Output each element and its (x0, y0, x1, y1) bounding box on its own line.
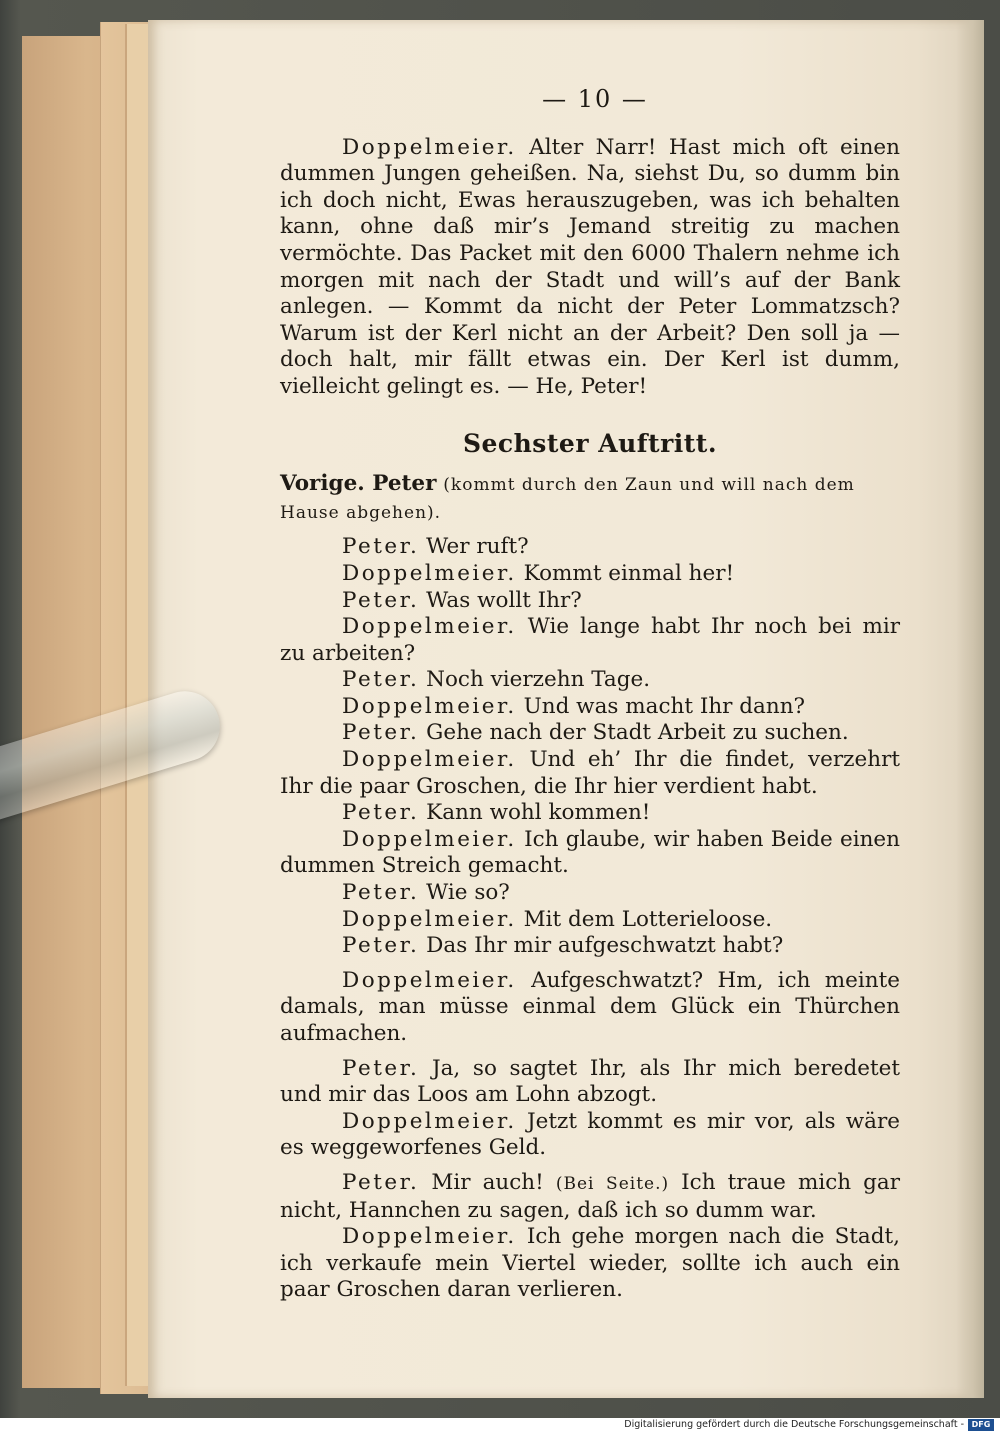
stage-direction-aside: (Bei Seite.) (555, 1173, 670, 1194)
speaker-name: Peter. (342, 1169, 420, 1195)
dialogue-line (280, 534, 900, 561)
speaker-name: Peter. (342, 1055, 420, 1081)
speech-text: Alter Narr! Hast mich oft einen dummen Jungen geheißen. Na, siehst Du, so dumm bin ich doch nicht, Ewas herauszugeben, was ich behalten kann, ohne daß mir’s Jemand streitig zu machen vermöchte. Das Packet mit den 6000 Thalern nehme ich morgen mit nach der Stadt und will’s auf der Bank anlegen. — Kommt da nicht der Peter Lommatzsch? Warum ist der Kerl nicht an der Arbeit? Den soll ja — doch halt, mir fällt etwas ein. Der Kerl ist dumm, vielleicht gelingt es. — He, Peter! (280, 134, 900, 399)
speech-text: Jetzt kommt es mir vor, als wäre es weggeworfenes Geld. (280, 1108, 900, 1161)
speaker-name: Peter. (342, 933, 420, 959)
dialogue-line-peter-aside (280, 1170, 900, 1224)
speech-text: Mir auch! (419, 1169, 556, 1195)
dialogue-line (280, 747, 900, 800)
speech-text: Wer ruft? (419, 534, 529, 560)
speaker-name: Doppelmeier. (342, 560, 517, 586)
speaker-name: Doppelmeier. (342, 134, 517, 160)
dialogue-line (280, 1056, 900, 1109)
speech-text: Mit dem Lotterieloose. (516, 906, 773, 932)
speech-text: Kann wohl kommen! (419, 800, 651, 826)
speaker-name: Doppelmeier. (342, 967, 517, 993)
speaker-name: Doppelmeier. (342, 1108, 517, 1134)
speaker-name: Peter. (342, 534, 420, 560)
speaker-name: Peter. (342, 587, 420, 613)
dialogue-line (280, 561, 900, 588)
speech-text: Ich glaube, wir haben Beide einen dummen Streich gemacht. (280, 826, 900, 879)
dialogue-line (280, 588, 900, 615)
dialogue-line (280, 827, 900, 880)
speech-text: Aufgeschwatzt? Hm, ich meinte damals, man müsse einmal dem Glück ein Thürchen aufmachen. (280, 967, 900, 1046)
dialogue-line (280, 933, 900, 960)
page-number: — 10 — (542, 85, 648, 113)
stage-direction: (kommt durch den Zaun und will nach dem Hause abgehen). (280, 475, 855, 523)
paragraph-doppelmeier-monologue (280, 135, 900, 401)
dialogue-line (280, 720, 900, 747)
dialogue-line (280, 614, 900, 667)
dialogue-line (280, 880, 900, 907)
dfg-logo-icon: DFG (968, 1419, 994, 1431)
speaker-name: Doppelmeier. (342, 906, 517, 932)
speech-text: Ja, so sagtet Ihr, als Ihr mich beredetet und mir das Loos am Lohn abzogt. (280, 1055, 900, 1108)
speech-text: Wie lange habt Ihr noch bei mir zu arbeiten? (280, 614, 900, 666)
dialogue-line (280, 694, 900, 721)
speech-text: Noch vierzehn Tage. (419, 667, 651, 693)
dialogue-line (280, 800, 900, 827)
stage-direction-block (280, 471, 900, 526)
speaker-name: Doppelmeier. (342, 747, 517, 773)
speech-text: Wie so? (419, 880, 510, 906)
speaker-name: Peter. (342, 667, 420, 693)
stage-cast: Vorige. Peter (280, 471, 437, 497)
dialogue-line-final (280, 1224, 900, 1304)
speech-text: Und was macht Ihr dann? (516, 693, 806, 719)
speech-text: Und eh’ Ihr die findet, verzehrt Ihr die paar Groschen, die Ihr hier verdient habt. (280, 747, 900, 799)
page-text (280, 86, 900, 1304)
dialogue-line (280, 1109, 900, 1162)
dialogue-line (280, 667, 900, 694)
speaker-name: Peter. (342, 720, 420, 746)
speech-text: Was wollt Ihr? (419, 587, 582, 613)
speaker-name: Doppelmeier. (342, 614, 517, 640)
page-curl-shadow (956, 20, 984, 1398)
speech-text: Kommt einmal her! (516, 560, 735, 586)
speaker-name: Doppelmeier. (342, 1224, 517, 1250)
speaker-name: Peter. (342, 880, 420, 906)
scene-heading: Sechster Auftritt. (462, 428, 718, 458)
speaker-name: Peter. (342, 800, 420, 826)
speech-text: Ich traue mich gar nicht, Hannchen zu sagen, daß ich so dumm war. (280, 1169, 900, 1223)
dialogue-list (280, 534, 900, 1162)
speech-text: Gehe nach der Stadt Arbeit zu suchen. (419, 720, 849, 746)
speaker-name: Doppelmeier. (342, 826, 517, 852)
dialogue-line (280, 907, 900, 934)
speech-text: Ich gehe morgen nach die Stadt, ich verkaufe mein Viertel wieder, sollte ich auch ein paar Groschen daran verlieren. (280, 1224, 900, 1303)
speaker-name: Doppelmeier. (342, 693, 517, 719)
speech-text: Das Ihr mir aufgeschwatzt habt? (419, 933, 784, 959)
funding-credit: Digitalisierung gefördert durch die Deutsche Forschungsgemeinschaft - (624, 1419, 964, 1430)
dialogue-line (280, 968, 900, 1048)
